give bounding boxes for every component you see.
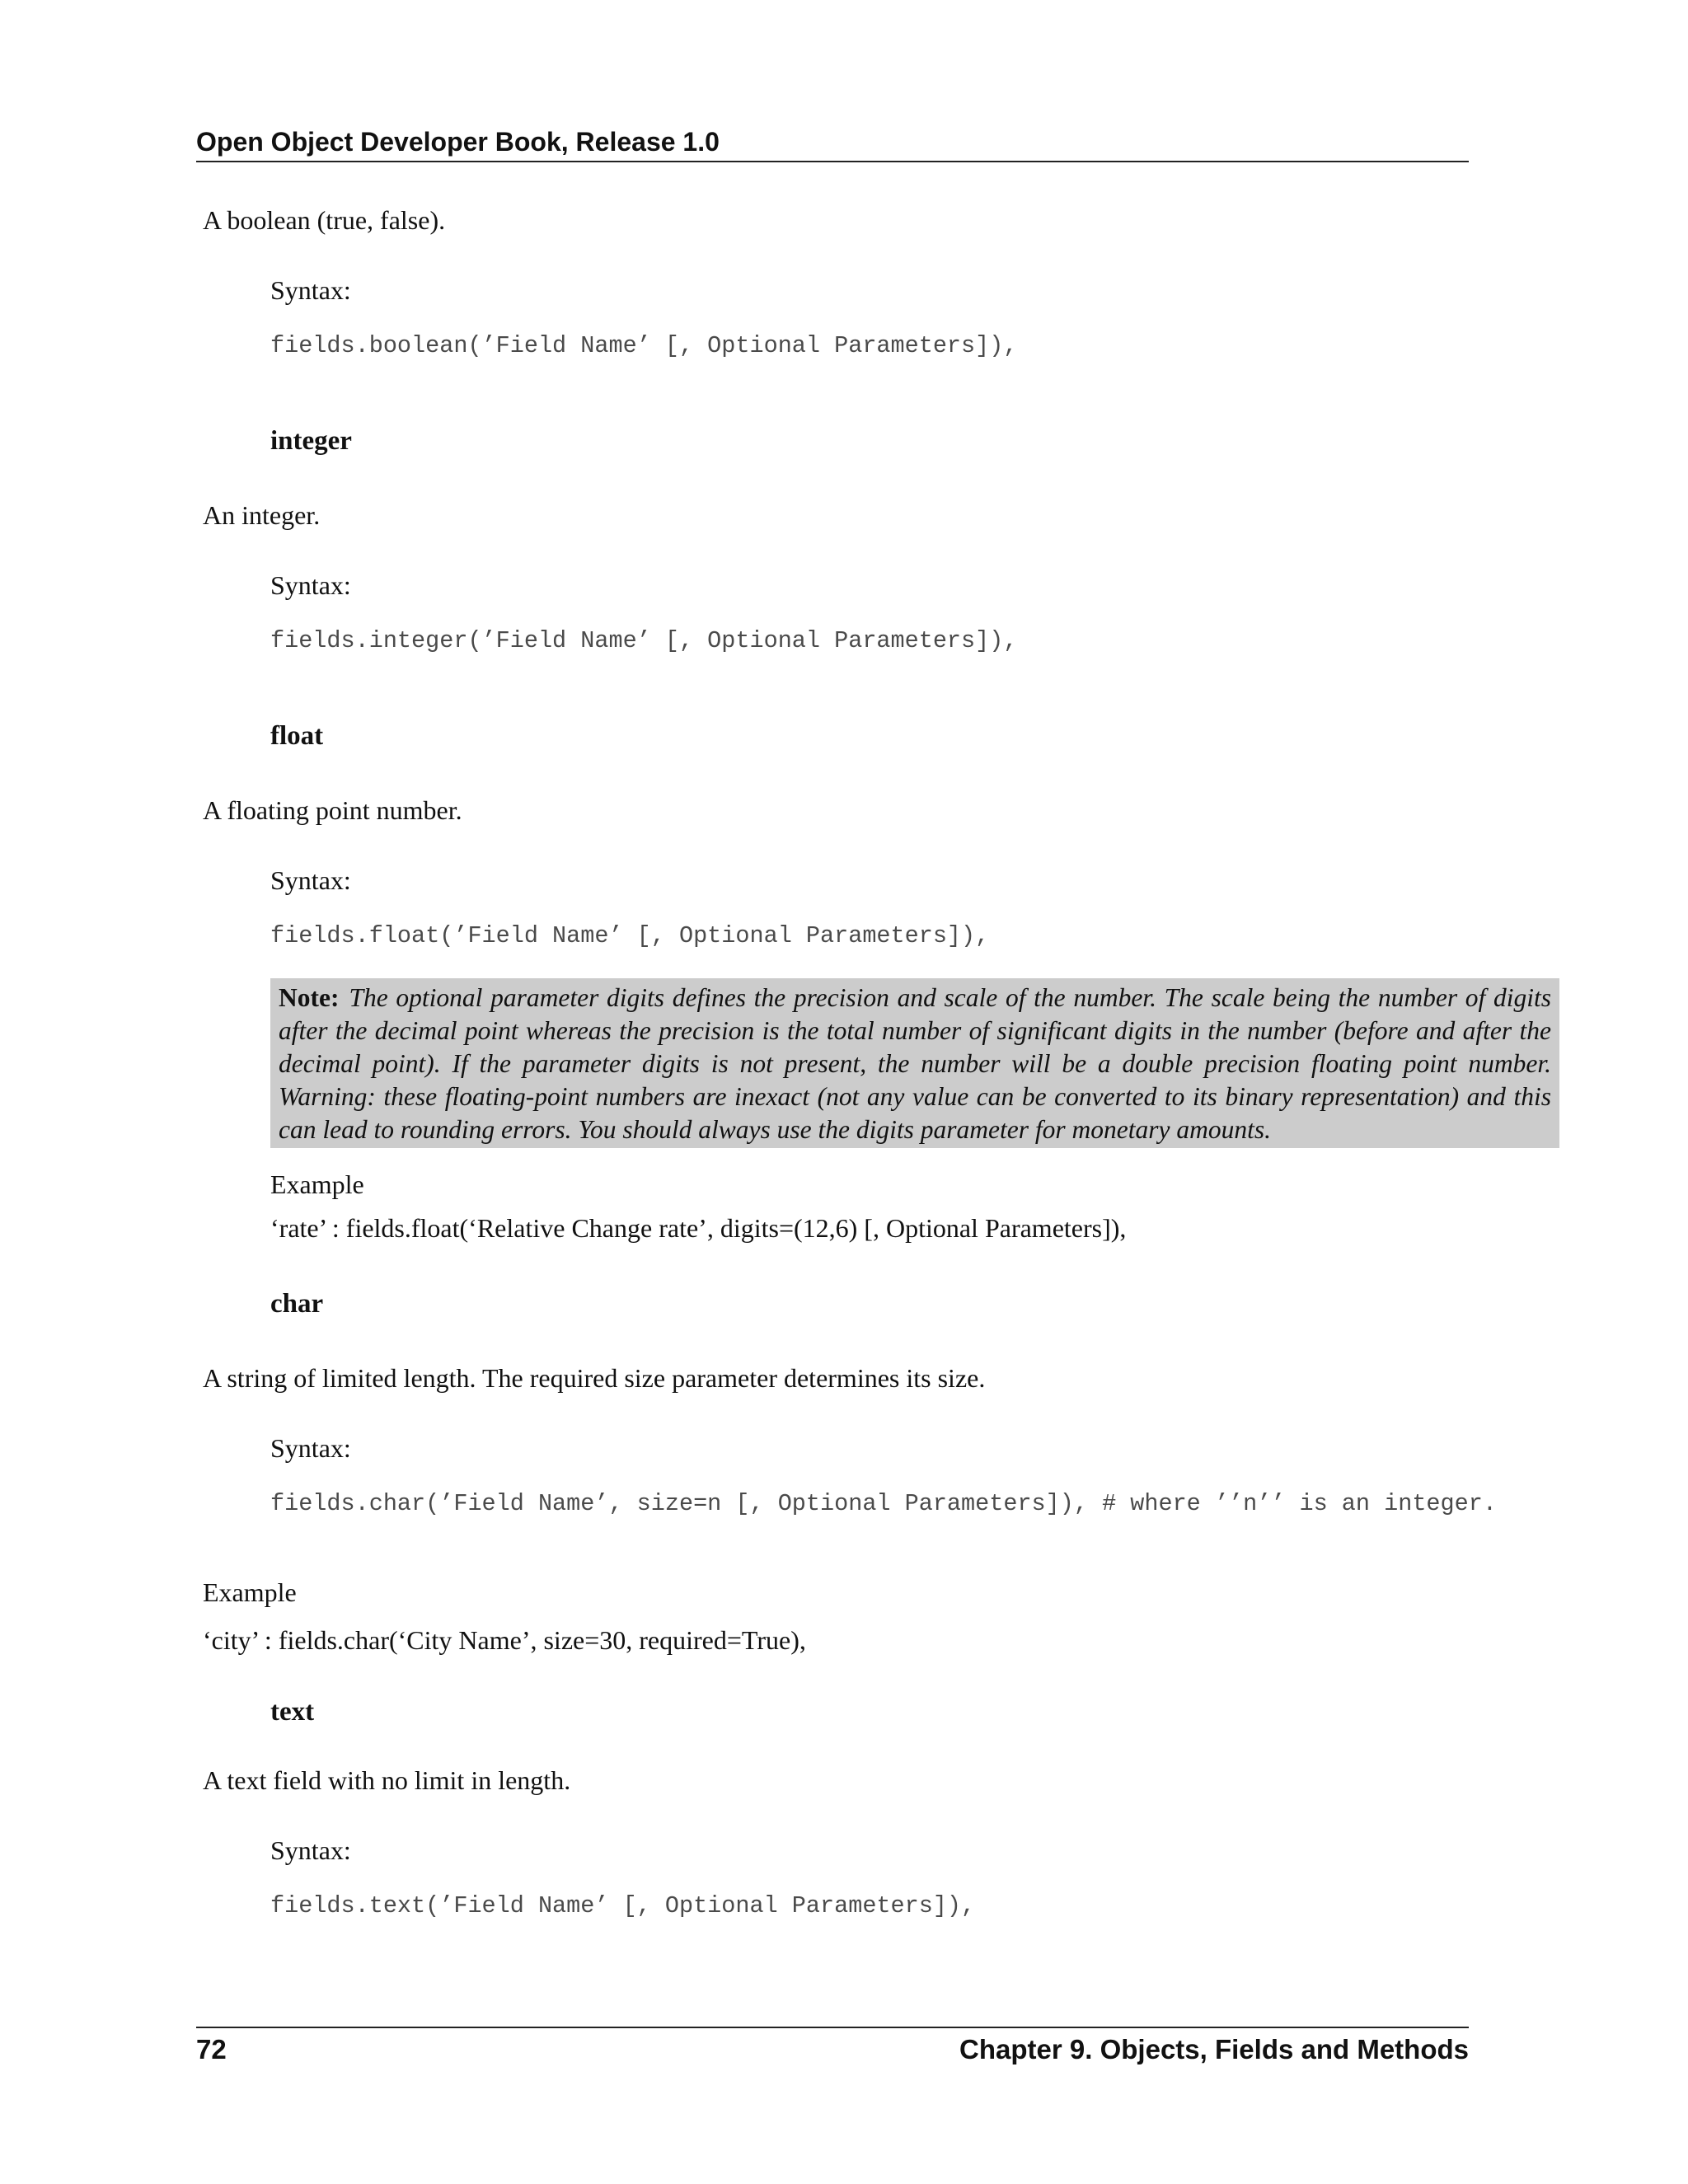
float-syntax-code: fields.float(’Field Name’ [, Optional Parameters]), [270,922,990,949]
integer-syntax-code: fields.integer(’Field Name’ [, Optional Parameters]), [270,627,1018,654]
float-description: A floating point number. [203,795,462,825]
float-syntax-label: Syntax: [270,865,351,895]
char-description: A string of limited length. The required size parameter determines its size. [203,1363,986,1393]
text-syntax-label: Syntax: [270,1835,351,1865]
header-rule [196,161,1469,162]
char-syntax-label: Syntax: [270,1433,351,1463]
char-example-code: ‘city’ : fields.char(‘City Name’, size=30, required=True), [203,1625,806,1655]
page-number: 72 [196,2034,227,2064]
running-header-title: Open Object Developer Book, Release 1.0 [196,127,720,157]
char-syntax-code: fields.char(’Field Name’, size=n [, Optional Parameters]), # where ’’n’’ is an integer. [270,1490,1497,1517]
boolean-description: A boolean (true, false). [203,205,446,235]
integer-description: An integer. [203,500,321,530]
note-label: Note: [279,983,340,1012]
boolean-syntax-code: fields.boolean(’Field Name’ [, Optional Parameters]), [270,332,1018,359]
text-syntax-code: fields.text(’Field Name’ [, Optional Parameters]), [270,1892,976,1919]
float-heading: float [270,721,324,751]
boolean-syntax-label: Syntax: [270,275,351,305]
footer-rule [196,2027,1469,2028]
note-text: The optional parameter digits defines the precision and scale of the number. The scale being the number of digits after the decimal point whereas the precision is the total number of significant digits in the number (before and after the decimal point). If the parameter digits is not present, the number will be a double precision floating point number. Warning: these floating-point numbers are inexact (not any value can be converted to its binary representation) and this can lead to rounding errors. You should always use the digits parameter for monetary amounts. [279,983,1551,1144]
integer-heading: integer [270,426,352,456]
integer-syntax-label: Syntax: [270,570,351,600]
float-example-code: ‘rate’ : fields.float(‘Relative Change rate’, digits=(12,6) [, Optional Parameters]), [270,1213,1127,1243]
footer-chapter-title: Chapter 9. Objects, Fields and Methods [959,2034,1469,2064]
text-description: A text field with no limit in length. [203,1765,571,1795]
float-note-box [270,978,1559,1148]
char-heading: char [270,1289,324,1319]
char-example-label: Example [203,1577,297,1607]
text-heading: text [270,1697,315,1727]
float-example-label: Example [270,1169,364,1199]
